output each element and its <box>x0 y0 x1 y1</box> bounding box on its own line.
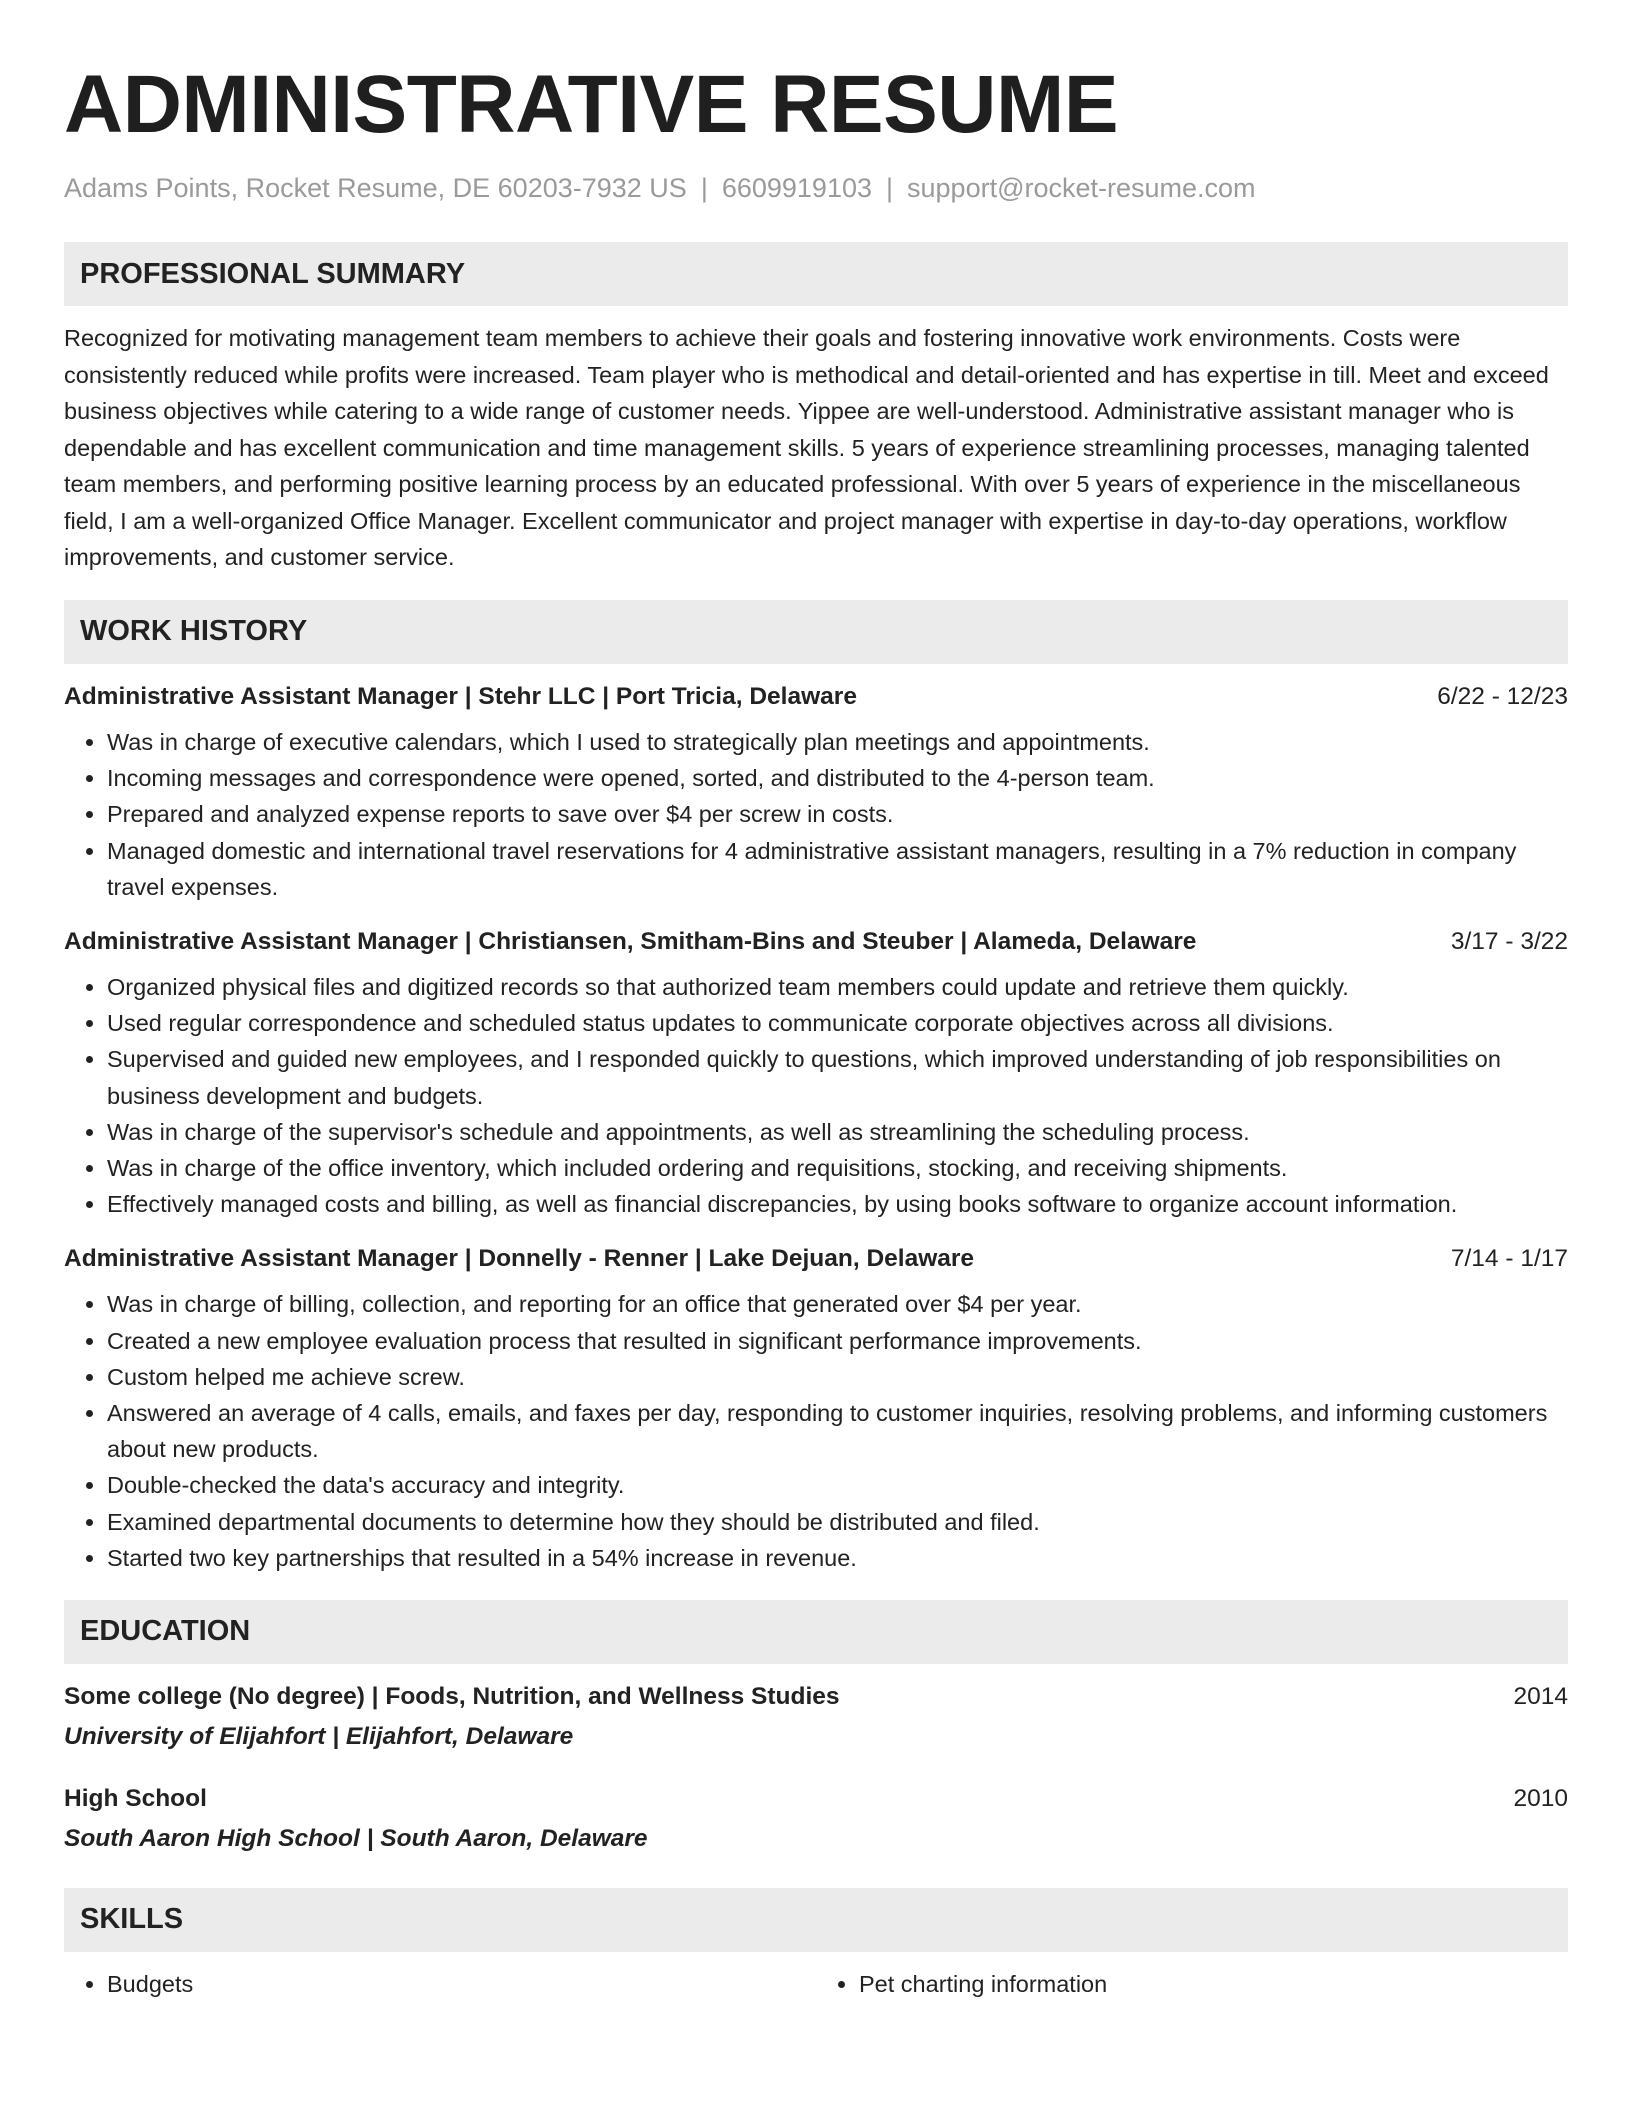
job-title: Administrative Assistant Manager | Donnelly - Renner | Lake Dejuan, Delaware <box>64 1245 975 1273</box>
job-dates: 3/17 - 3/22 <box>1450 927 1568 955</box>
section-header-summary: PROFESSIONAL SUMMARY <box>64 242 1568 306</box>
education-year: 2014 <box>1513 1682 1568 1710</box>
list-item: • Was in charge of billing, collection, and reporting for an office that generated over $4 per year. <box>107 1286 1568 1322</box>
job-heading-row <box>64 1244 1568 1274</box>
list-item: • Was in charge of the supervisor's schedule and appointments, as well as streamlining the scheduling process. <box>107 1114 1568 1150</box>
list-item: • Supervised and guided new employees, and I responded quickly to questions, which improved understanding of job responsibilities on business development and budgets. <box>107 1041 1568 1113</box>
job-bullets <box>64 969 1568 1222</box>
education-heading-row <box>64 1784 1568 1814</box>
skills-list <box>64 1966 1568 2002</box>
job-entry <box>64 1244 1568 1576</box>
skills-column-left <box>64 1966 816 2002</box>
skills-column-right <box>816 1966 1568 2002</box>
summary-text: Recognized for motivating management team members to achieve their goals and fostering innovative work environments. Costs were consistently reduced while profits were increased. Team player who is methodical and detail-oriented and has expertise in till. Meet and exceed business objectives while catering to a wide range of customer needs. Yippee are well-understood. Administrative assistant manager who is dependable and has excellent communication and time management skills. 5 years of experience streamlining processes, managing talented team members, and performing positive learning process by an educated professional. With over 5 years of experience in the miscellaneous field, I am a well-organized Office Manager. Excellent communicator and project manager with expertise in day-to-day operations, workflow improvements, and customer service. <box>64 325 1549 571</box>
list-item: • Started two key partnerships that resulted in a 54% increase in revenue. <box>107 1540 1568 1576</box>
education-heading-row <box>64 1682 1568 1712</box>
list-item: • Managed domestic and international travel reservations for 4 administrative assistant managers, resulting in a 7% reduction in company travel expenses. <box>107 833 1568 905</box>
list-item: • Effectively managed costs and billing, as well as financial discrepancies, by using books software to organize account information. <box>107 1186 1568 1222</box>
contact-line <box>64 172 1568 204</box>
list-item: • Double-checked the data's accuracy and integrity. <box>107 1467 1568 1503</box>
list-item: • Budgets <box>107 1966 816 2002</box>
contact-address: Adams Points, Rocket Resume, DE 60203-7932 US <box>64 173 687 203</box>
job-bullets <box>64 1286 1568 1576</box>
list-item: • Prepared and analyzed expense reports to save over $4 per screw in costs. <box>107 796 1568 832</box>
education-degree: High School <box>64 1784 207 1812</box>
education-year: 2010 <box>1513 1784 1568 1812</box>
job-entry <box>64 682 1568 905</box>
contact-phone: 6609919103 <box>721 173 872 203</box>
job-heading-row <box>64 927 1568 957</box>
education-entry <box>64 1784 1568 1854</box>
list-item: • Custom helped me achieve screw. <box>107 1359 1568 1395</box>
job-entry <box>64 927 1568 1222</box>
section-header-work-history: WORK HISTORY <box>64 600 1568 664</box>
list-item: • Examined departmental documents to determine how they should be distributed and filed. <box>107 1504 1568 1540</box>
list-item: • Pet charting information <box>859 1966 1568 2002</box>
list-item: • Answered an average of 4 calls, emails, and faxes per day, responding to customer inquiries, resolving problems, and informing customers about new products. <box>107 1395 1568 1467</box>
contact-separator: | <box>700 173 708 203</box>
job-heading-row <box>64 682 1568 712</box>
list-item: • Organized physical files and digitized records so that authorized team members could update and retrieve them quickly. <box>107 969 1568 1005</box>
list-item: • Incoming messages and correspondence were opened, sorted, and distributed to the 4-person team. <box>107 760 1568 796</box>
job-title: Administrative Assistant Manager | Stehr LLC | Port Tricia, Delaware <box>64 682 857 710</box>
job-title: Administrative Assistant Manager | Christiansen, Smitham-Bins and Steuber | Alameda, Delaware <box>64 927 1197 955</box>
education-entry <box>64 1682 1568 1752</box>
list-item: • Used regular correspondence and scheduled status updates to communicate corporate objectives across all divisions. <box>107 1005 1568 1041</box>
job-bullets <box>64 724 1568 905</box>
list-item: • Was in charge of executive calendars, which I used to strategically plan meetings and appointments. <box>107 724 1568 760</box>
resume-title: ADMINISTRATIVE RESUME <box>64 59 1119 150</box>
job-dates: 7/14 - 1/17 <box>1450 1245 1568 1273</box>
list-item: • Created a new employee evaluation process that resulted in significant performance improvements. <box>107 1323 1568 1359</box>
contact-email: support@rocket-resume.com <box>907 173 1256 203</box>
education-degree: Some college (No degree) | Foods, Nutrition, and Wellness Studies <box>64 1682 840 1710</box>
education-school: South Aaron High School | South Aaron, Delaware <box>64 1824 648 1852</box>
list-item: • Was in charge of the office inventory, which included ordering and requisitions, stocking, and receiving shipments. <box>107 1150 1568 1186</box>
job-dates: 6/22 - 12/23 <box>1437 682 1568 710</box>
section-header-education: EDUCATION <box>64 1600 1568 1664</box>
contact-separator: | <box>886 173 894 203</box>
section-header-skills: SKILLS <box>64 1888 1568 1952</box>
education-school: University of Elijahfort | Elijahfort, Delaware <box>64 1722 574 1750</box>
